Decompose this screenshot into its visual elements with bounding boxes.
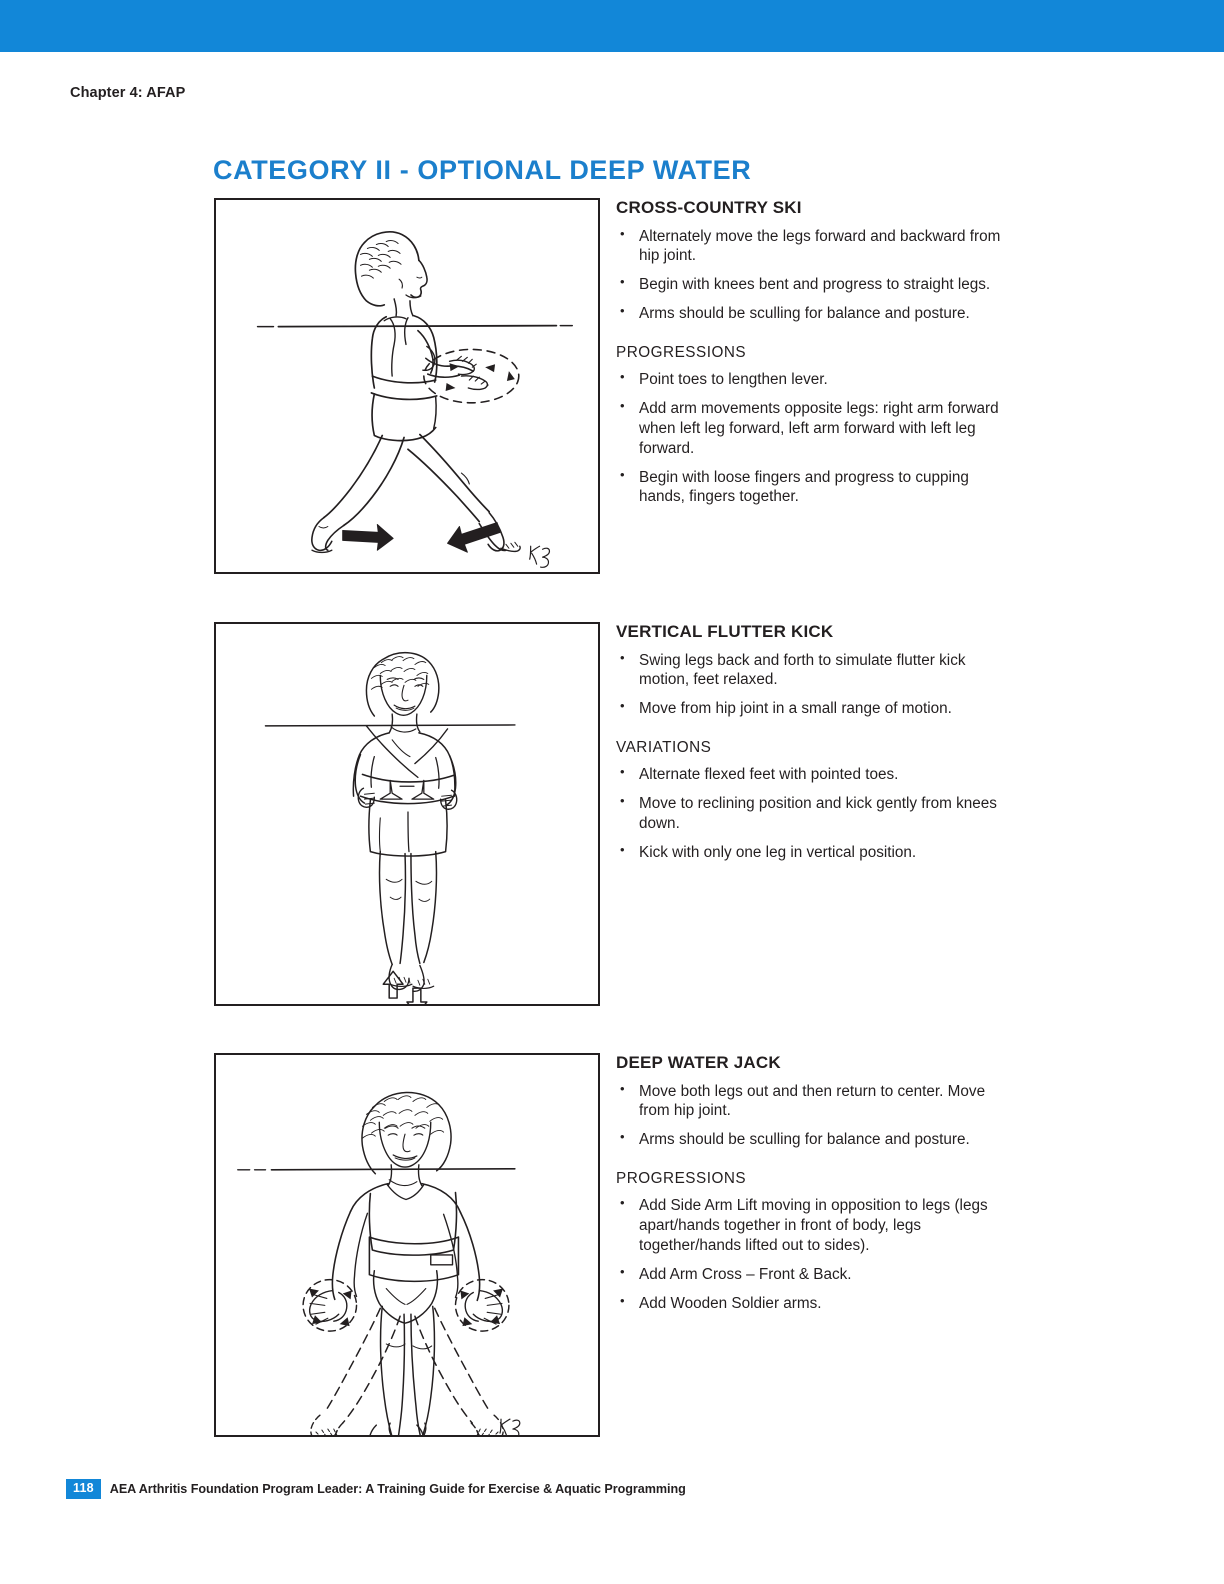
exercise-bullet-list [616, 227, 1008, 325]
exercise-sub-bullet-list [616, 765, 1008, 863]
list-item: • Add Wooden Soldier arms. [616, 1294, 1008, 1314]
exercise-subhead: VARIATIONS [616, 739, 712, 757]
exercise-bullet-list [616, 1082, 1008, 1151]
exercise-title: DEEP WATER JACK [616, 1053, 781, 1072]
list-item: • Alternately move the legs forward and backward from hip joint. [616, 227, 1008, 267]
exercise-illustration-deep-water-jack [214, 1053, 600, 1437]
exercise-illustration-cross-country-ski [214, 198, 600, 574]
list-item: • Arms should be sculling for balance and posture. [616, 1130, 1008, 1150]
page-title: CATEGORY II - OPTIONAL DEEP WATER [213, 155, 752, 186]
exercise-title: VERTICAL FLUTTER KICK [616, 622, 834, 641]
list-item: • Add arm movements opposite legs: right arm forward when left leg forward, left arm forward with left leg forward. [616, 399, 1008, 459]
list-item: • Begin with knees bent and progress to straight legs. [616, 275, 1008, 295]
list-item: • Move from hip joint in a small range of motion. [616, 699, 1008, 719]
exercise-bullet-list [616, 651, 1008, 720]
exercise-sub-bullet-list [616, 1196, 1008, 1313]
page-number-badge: 118 [66, 1479, 101, 1499]
list-item: • Point toes to lengthen lever. [616, 370, 1008, 390]
exercise-text-cross-country-ski [616, 198, 1008, 516]
list-item: • Move both legs out and then return to center. Move from hip joint. [616, 1082, 1008, 1122]
list-item: • Kick with only one leg in vertical position. [616, 843, 1008, 863]
exercise-subhead: PROGRESSIONS [616, 344, 747, 362]
list-item: • Swing legs back and forth to simulate flutter kick motion, feet relaxed. [616, 651, 1008, 691]
list-item: • Move to reclining position and kick gently from knees down. [616, 794, 1008, 834]
list-item: • Alternate flexed feet with pointed toes. [616, 765, 1008, 785]
exercise-sub-bullet-list [616, 370, 1008, 507]
top-accent-bar [0, 0, 1224, 52]
page-footer [66, 1479, 686, 1499]
exercise-text-vertical-flutter-kick [616, 622, 1008, 872]
exercise-illustration-vertical-flutter-kick [214, 622, 600, 1006]
list-item: • Add Side Arm Lift moving in opposition to legs (legs apart/hands together in front of body, legs together/hands lifted out to sides). [616, 1196, 1008, 1256]
exercise-subhead: PROGRESSIONS [616, 1170, 747, 1188]
list-item: • Arms should be sculling for balance and posture. [616, 304, 1008, 324]
exercise-text-deep-water-jack [616, 1053, 1008, 1323]
exercise-title: CROSS-COUNTRY SKI [616, 198, 802, 217]
footer-title: AEA Arthritis Foundation Program Leader: A Training Guide for Exercise & Aquatic Programming [109, 1481, 686, 1496]
chapter-running-head: Chapter 4: AFAP [70, 85, 186, 101]
list-item: • Add Arm Cross – Front & Back. [616, 1265, 1008, 1285]
list-item: • Begin with loose fingers and progress to cupping hands, fingers together. [616, 468, 1008, 508]
